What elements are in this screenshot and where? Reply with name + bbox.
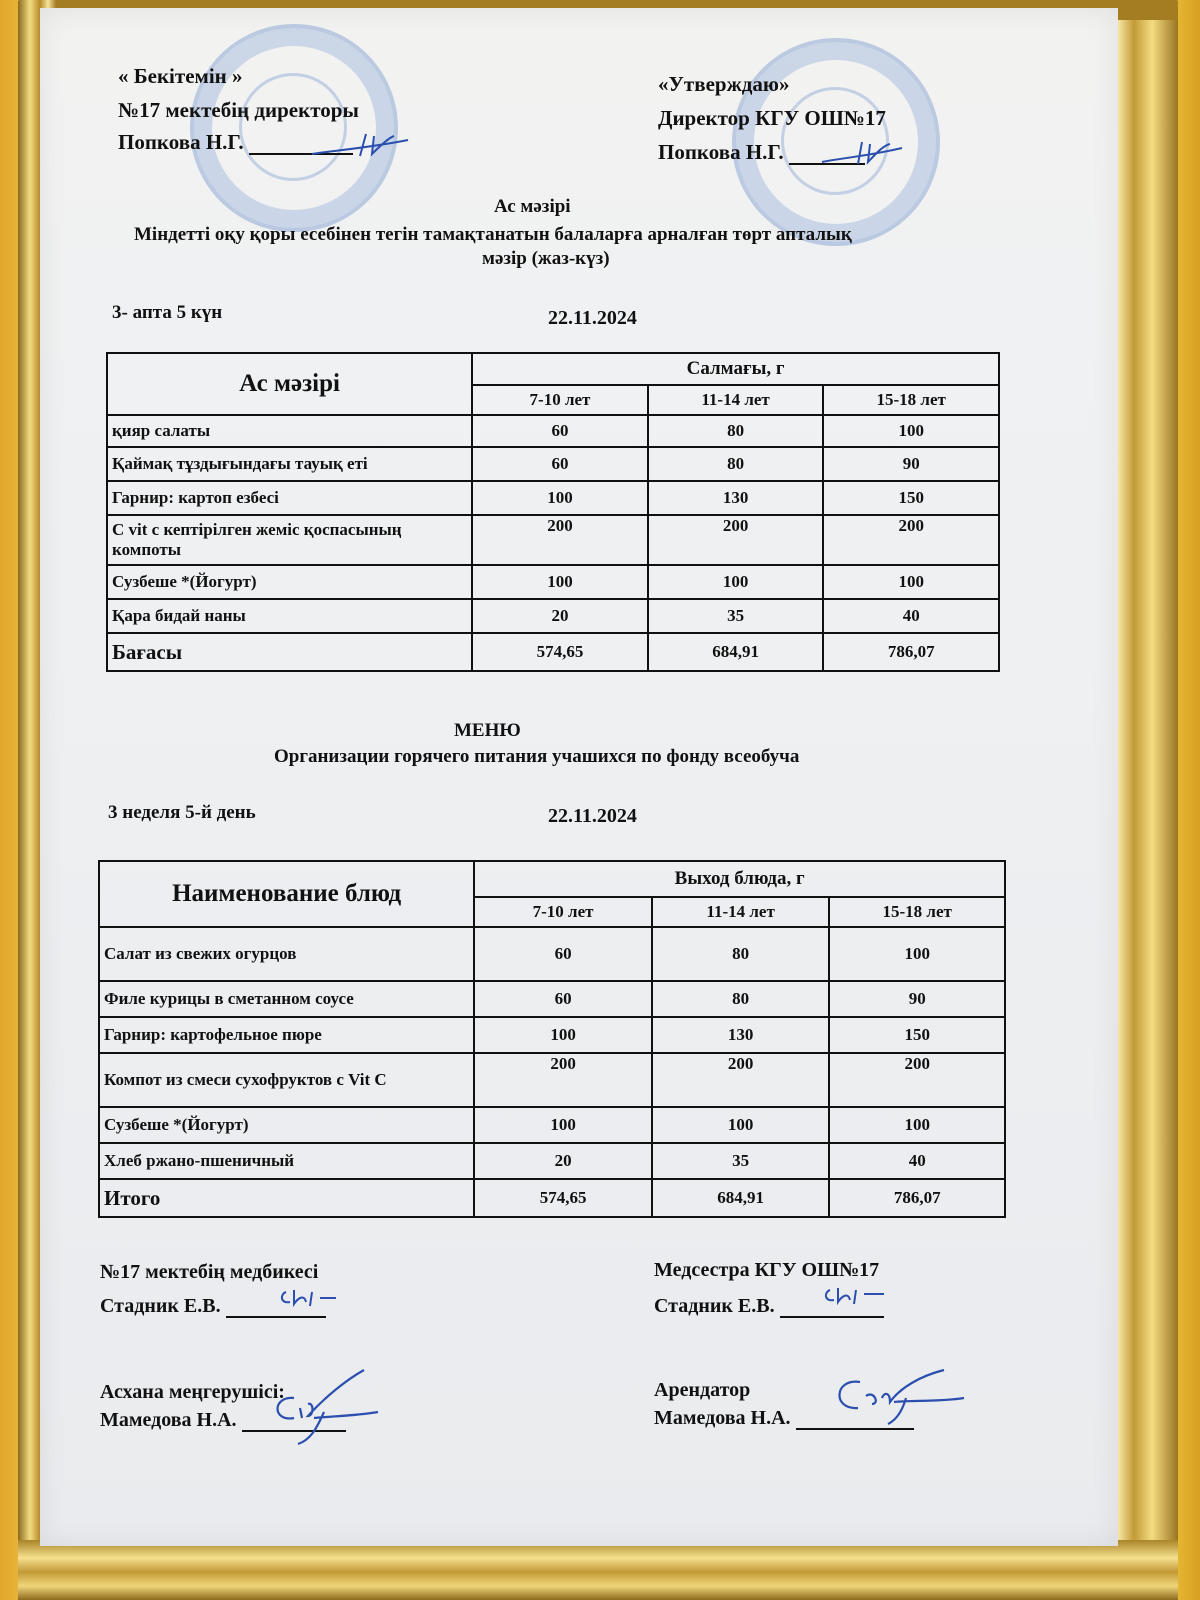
menu-sheet [40, 8, 1118, 1546]
total-row [99, 1179, 1005, 1217]
dish-name: Компот из смеси сухофруктов с Vit C [99, 1053, 474, 1107]
total-value: 684,91 [652, 1179, 830, 1217]
kz-col-group-header: Салмағы, г [472, 353, 999, 385]
portion-value: 60 [474, 927, 652, 981]
portion-value: 100 [652, 1107, 830, 1143]
director-signature-kz-icon [308, 126, 418, 162]
approve-label-kz: « Бекітемін » [118, 64, 243, 88]
portion-value: 200 [474, 1053, 652, 1107]
table-row [107, 565, 999, 599]
dish-name: Хлеб ржано-пшеничный [99, 1143, 474, 1179]
nurse-name-ru: Стадник Е.В. [654, 1294, 884, 1318]
canteen-name-kz: Мамедова Н.А. [100, 1408, 346, 1432]
portion-value: 35 [648, 599, 824, 633]
portion-value: 80 [648, 415, 824, 447]
portion-value: 100 [829, 1107, 1005, 1143]
director-position-ru: Директор КГУ ОШ№17 [658, 106, 886, 130]
director-name-ru: Попкова Н.Г. [658, 140, 865, 165]
table-row [99, 1017, 1005, 1053]
portion-value: 100 [648, 565, 824, 599]
dish-name: Сузбеше *(Йогурт) [107, 565, 472, 599]
table-row [107, 515, 999, 565]
portion-value: 80 [652, 927, 830, 981]
table-row [99, 981, 1005, 1017]
dish-name: Гарнир: картофельное пюре [99, 1017, 474, 1053]
portion-value: 80 [648, 447, 824, 481]
total-value: 574,65 [472, 633, 648, 671]
portion-value: 90 [829, 981, 1005, 1017]
ru-week-day: 3 неделя 5-й день [108, 802, 256, 823]
nurse-signature-ru-icon [820, 1278, 916, 1308]
kz-date: 22.11.2024 [548, 307, 637, 329]
dish-name: Салат из свежих огурцов [99, 927, 474, 981]
dish-name: С vit с кептірілген жеміс қоспасының компоты [107, 515, 472, 565]
table-row [107, 599, 999, 633]
approve-label-ru: «Утверждаю» [658, 72, 790, 96]
canteen-signature-ru-icon [820, 1368, 970, 1428]
ru-age-header: 11-14 лет [652, 897, 830, 927]
ru-col-name-header: Наименование блюд [99, 861, 474, 927]
director-position-kz: №17 мектебің директоры [118, 98, 359, 122]
canteen-role-ru: Арендатор [654, 1379, 751, 1401]
ru-age-header: 15-18 лет [829, 897, 1005, 927]
nurse-role-ru: Медсестра КГУ ОШ№17 [654, 1259, 880, 1281]
portion-value: 200 [823, 515, 999, 565]
kz-menu-subtitle-line1: Міндетті оқу қоры есебінен тегін тамақтанатын балаларға арналған төрт апталық [134, 224, 852, 245]
portion-value: 100 [474, 1017, 652, 1053]
portion-value: 100 [472, 481, 648, 515]
portion-value: 35 [652, 1143, 830, 1179]
portion-value: 90 [823, 447, 999, 481]
dish-name: қияр салаты [107, 415, 472, 447]
total-value: 574,65 [474, 1179, 652, 1217]
table-row [99, 1107, 1005, 1143]
ru-menu-subtitle: Организации горячего питания учашихся по фонду всеобуча [274, 746, 800, 767]
portion-value: 200 [472, 515, 648, 565]
portion-value: 200 [648, 515, 824, 565]
dish-name: Қара бидай наны [107, 599, 472, 633]
total-value: 786,07 [823, 633, 999, 671]
ru-col-group-header: Выход блюда, г [474, 861, 1005, 897]
kz-menu-subtitle-line2: мәзір (жаз-күз) [482, 248, 610, 269]
kz-week-day: 3- апта 5 күн [112, 302, 223, 323]
table-row [107, 415, 999, 447]
ru-age-header: 7-10 лет [474, 897, 652, 927]
table-row [99, 927, 1005, 981]
total-value: 786,07 [829, 1179, 1005, 1217]
total-label: Бағасы [107, 633, 472, 671]
nurse-role-kz: №17 мектебің медбикесі [100, 1261, 319, 1283]
nurse-signature-kz-icon [276, 1280, 372, 1310]
dish-name: Гарнир: картоп езбесі [107, 481, 472, 515]
kz-col-name-header: Ас мәзірі [107, 353, 472, 415]
gold-frame-bottom [18, 1540, 1178, 1600]
director-name-kz: Попкова Н.Г. [118, 130, 353, 155]
kz-age-header: 11-14 лет [648, 385, 824, 415]
portion-value: 80 [652, 981, 830, 1017]
ru-menu-table [98, 860, 1006, 1218]
portion-value: 40 [829, 1143, 1005, 1179]
portion-value: 200 [829, 1053, 1005, 1107]
portion-value: 100 [823, 565, 999, 599]
total-value: 684,91 [648, 633, 824, 671]
portion-value: 100 [823, 415, 999, 447]
director-signature-ru-icon [818, 136, 908, 170]
portion-value: 20 [474, 1143, 652, 1179]
portion-value: 130 [652, 1017, 830, 1053]
portion-value: 200 [652, 1053, 830, 1107]
ru-menu-title: МЕНЮ [454, 720, 521, 741]
dish-name: Сузбеше *(Йогурт) [99, 1107, 474, 1143]
total-label: Итого [99, 1179, 474, 1217]
portion-value: 60 [472, 415, 648, 447]
kz-age-header: 7-10 лет [472, 385, 648, 415]
canteen-name-ru: Мамедова Н.А. [654, 1406, 914, 1430]
kz-menu-table [106, 352, 1000, 672]
table-row [107, 481, 999, 515]
total-row [107, 633, 999, 671]
portion-value: 100 [472, 565, 648, 599]
ru-date: 22.11.2024 [548, 805, 637, 827]
table-row [99, 1053, 1005, 1107]
canteen-signature-kz-icon [254, 1368, 384, 1448]
dish-name: Қаймақ тұздығындағы тауық еті [107, 447, 472, 481]
portion-value: 100 [474, 1107, 652, 1143]
portion-value: 150 [823, 481, 999, 515]
portion-value: 60 [472, 447, 648, 481]
table-row [99, 1143, 1005, 1179]
portion-value: 40 [823, 599, 999, 633]
portion-value: 100 [829, 927, 1005, 981]
nurse-name-kz: Стадник Е.В. [100, 1294, 326, 1318]
kz-age-header: 15-18 лет [823, 385, 999, 415]
portion-value: 20 [472, 599, 648, 633]
portion-value: 150 [829, 1017, 1005, 1053]
table-row [107, 447, 999, 481]
portion-value: 130 [648, 481, 824, 515]
canteen-role-kz: Асхана меңгерушісі: [100, 1381, 285, 1403]
portion-value: 60 [474, 981, 652, 1017]
dish-name: Филе курицы в сметанном соусе [99, 981, 474, 1017]
kz-menu-title: Ас мәзірі [494, 196, 571, 217]
